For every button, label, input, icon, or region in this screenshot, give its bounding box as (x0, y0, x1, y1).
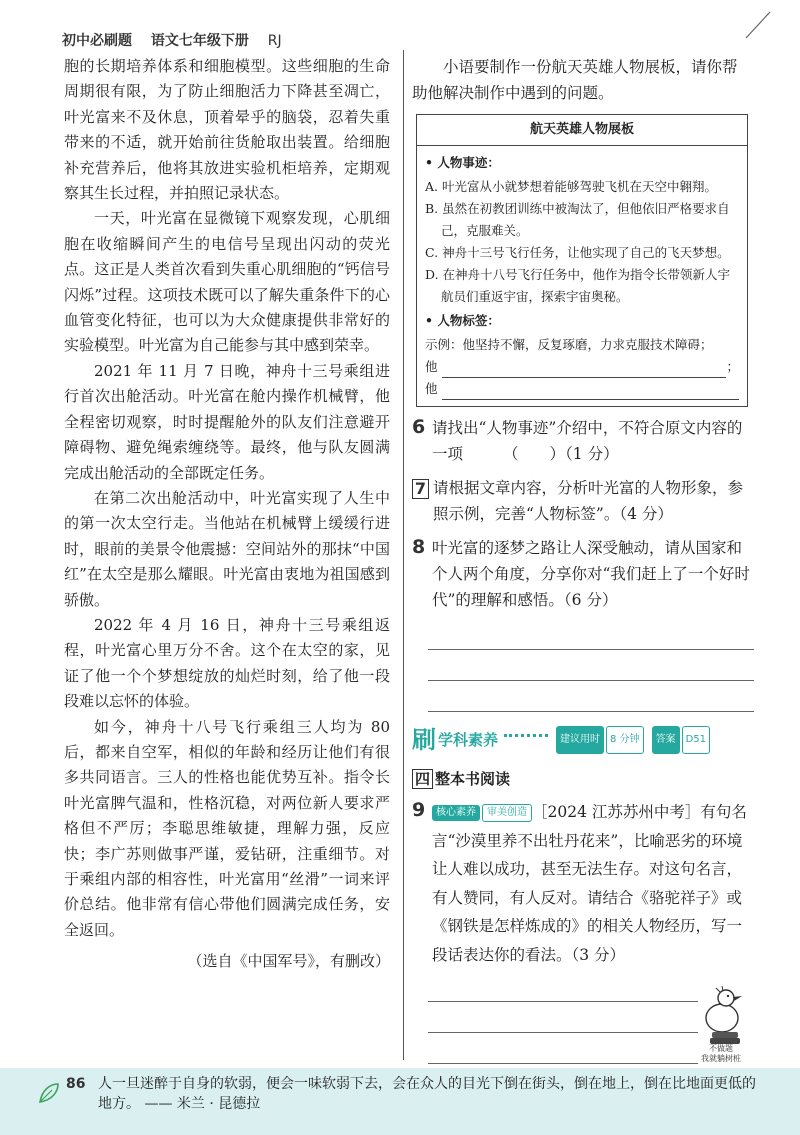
answer-line[interactable] (428, 1002, 698, 1033)
question-8 (412, 535, 752, 613)
event-item: B. 虽然在初教团训练中被淘汰了，但他依旧严格要求自己，克服难关。 (425, 201, 730, 238)
core-literacy-badge: 核心素养 (432, 805, 480, 821)
article-source: （选自《中国军号》，有删改） (187, 952, 390, 971)
questions-column (412, 54, 752, 1064)
question-7 (412, 475, 752, 527)
answer-line[interactable] (428, 971, 698, 1002)
answer-page[interactable]: D51 (682, 726, 710, 754)
corner-stroke-icon (740, 4, 780, 44)
column-divider (403, 50, 404, 1060)
leaf-icon (36, 1080, 62, 1106)
answer-line[interactable] (428, 681, 754, 712)
article-paragraph: 如今，神舟十八号飞行乘组三人均为 80 后，都来自空军，相似的年龄和经历让他们有很多共同语言。三人的性格也能优势互补。指令长叶光富脾气温和，性格沉稳，对两位新人要求严格但不严厉；李聪思维敏捷，理解力强，反应快；李广苏则做事严谨，爱钻研，注重细节。对于乘组内部的相容性，叶光富用“丝滑”一词来评价总结。他非常有信心带他们圆满完成任务，安全返回。 (64, 717, 390, 939)
answer-line[interactable] (428, 1033, 698, 1064)
question-number: 6 (412, 416, 426, 438)
page-number: 86 (66, 1076, 86, 1092)
page-footer (0, 1068, 800, 1135)
question-number: 8 (412, 536, 426, 558)
edition-tag: RJ (267, 33, 282, 49)
task-intro: 小语要制作一份航天英雄人物展板，请你帮助他解决制作中遇到的问题。 (412, 58, 738, 102)
brush-subtitle: 学科素养 (438, 731, 499, 749)
dotted-divider (504, 734, 548, 747)
time-label: 建议用时 (556, 726, 604, 754)
answer-lines-8 (412, 619, 752, 712)
question-text: ［2024 江苏苏州中考］有句名言“沙漠里养不出牡丹花来”，比喻恶劣的环境让人难以成功，甚至无法生存。对这句名言，有人赞同，有人反对。请结合《骆驼祥子》或《钢铁是怎样炼成的》的相关人物经历，写一段话表达你的看法。（3 分） (432, 803, 747, 964)
answer-line[interactable] (428, 619, 754, 650)
question-9 (412, 798, 752, 969)
tag-prefix: 他 (425, 381, 438, 396)
article-paragraph: 在第二次出舱活动中，叶光富实现了人生中的第一次太空行走。当他站在机械臂上缓缓行进时，眼前的美景令他震撼：空间站外的那抹“中国红”在太空是那么耀眼。叶光富由衷地为祖国感到骄傲。 (64, 488, 390, 609)
tag-row-1 (425, 356, 739, 378)
section-number: 四 (412, 769, 433, 789)
answer-line[interactable] (428, 650, 754, 681)
tag-row-2 (425, 378, 739, 400)
article-paragraph: 胞的长期培养体系和细胞模型。这些细胞的生命周期很有限，为了防止细胞活力下降甚至凋亡，叶光富来不及休息，顶着晕乎的脑袋，忍着失重带来的不适，就开始前往货舱取出装置。给细胞补充营养后，他将其放进实验机柜培养，定期观察其生长过程，并拍照记录状态。 (64, 57, 390, 203)
aesthetic-badge: 审美创造 (482, 804, 532, 822)
question-number: 9 (412, 799, 426, 821)
answer-paren[interactable]: （ ） (503, 445, 566, 463)
answer-label: 答案 (652, 726, 680, 754)
section-heading (412, 766, 752, 792)
exhibit-board (416, 114, 748, 407)
section-title: 整本书阅读 (435, 770, 511, 788)
tag-prefix: 他 (425, 359, 438, 374)
tag-end-mark: ； (726, 359, 739, 374)
tags-heading: • 人物标签： (425, 313, 500, 328)
question-6 (412, 415, 752, 467)
subject-literacy-bar (412, 726, 752, 754)
question-text: 叶光富的逐梦之路让人深受触动，请从国家和个人两个角度，分享你对“我们赶上了一个好时代”的理解和感悟。（6 分） (432, 539, 750, 609)
events-heading: • 人物事迹： (425, 155, 500, 170)
tag-example: 示例：他坚持不懈，反复琢磨，力求克服技术障碍； (425, 337, 713, 352)
event-item: C. 神舟十三号飞行任务，让他实现了自己的飞天梦想。 (425, 245, 730, 260)
event-item: D. 在神舟十八号飞行任务中，他作为指令长带领新人宇航员们重返宇宙，探索宇宙奥秘。 (425, 267, 731, 304)
mascot-caption: 不做题 我就躺树桩 (701, 1044, 741, 1063)
subject-name: 语文七年级下册 (150, 33, 249, 49)
brush-title: 刷 (412, 726, 436, 754)
board-title: 航天英雄人物展板 (417, 115, 747, 146)
article-paragraph: 一天，叶光富在显微镜下观察发现，心肌细胞在收缩瞬间产生的电信号呈现出闪动的荧光点。这正是人类首次看到失重心肌细胞的“钙信号闪烁”过程。这项技术既可以了解失重条件下的心血管变化特征，也可以为大众健康提供非常好的实验模型。叶光富为自己能参与其中感到荣幸。 (64, 209, 390, 355)
tag-input-line-2[interactable] (442, 381, 739, 400)
event-item: A. 叶光富从小就梦想着能够驾驶飞机在天空中翱翔。 (425, 179, 717, 194)
tag-input-line-1[interactable] (442, 359, 727, 378)
article-paragraph: 2021 年 11 月 7 日晚，神舟十三号乘组进行首次出舱活动。叶光富在舱内操作机械臂，他全程密切观察，时时提醒舱外的队友们注意避开障碍物、避免绳索缠绕等。最终，他与队友圆满完成出舱活动的全部既定任务。 (64, 361, 390, 482)
article-paragraph: 2022 年 4 月 16 日，神舟十三号乘组返程，叶光富心里万分不舍。这个在太空的家，见证了他一个个梦想绽放的灿烂时刻，给了他一段段难以忘怀的体验。 (64, 615, 390, 711)
time-value: 8 分钟 (606, 726, 644, 754)
question-text: 请找出“人物事迹”介绍中，不符合原文内容的一项 (432, 419, 743, 463)
article-column (64, 54, 390, 975)
question-number: 7 (412, 479, 429, 499)
series-name: 初中必刷题 (62, 33, 132, 49)
question-score: （1 分） (565, 445, 619, 463)
question-text: 请根据文章内容，分析叶光富的人物形象，参照示例，完善“人物标签”。（4 分） (433, 479, 744, 523)
footer-quote: 人一旦迷醉于自身的软弱，便会一味软弱下去，会在众人的目光下倒在街头，倒在地上，倒在比地面更低的地方。 —— 米兰 · 昆德拉 (98, 1076, 756, 1112)
